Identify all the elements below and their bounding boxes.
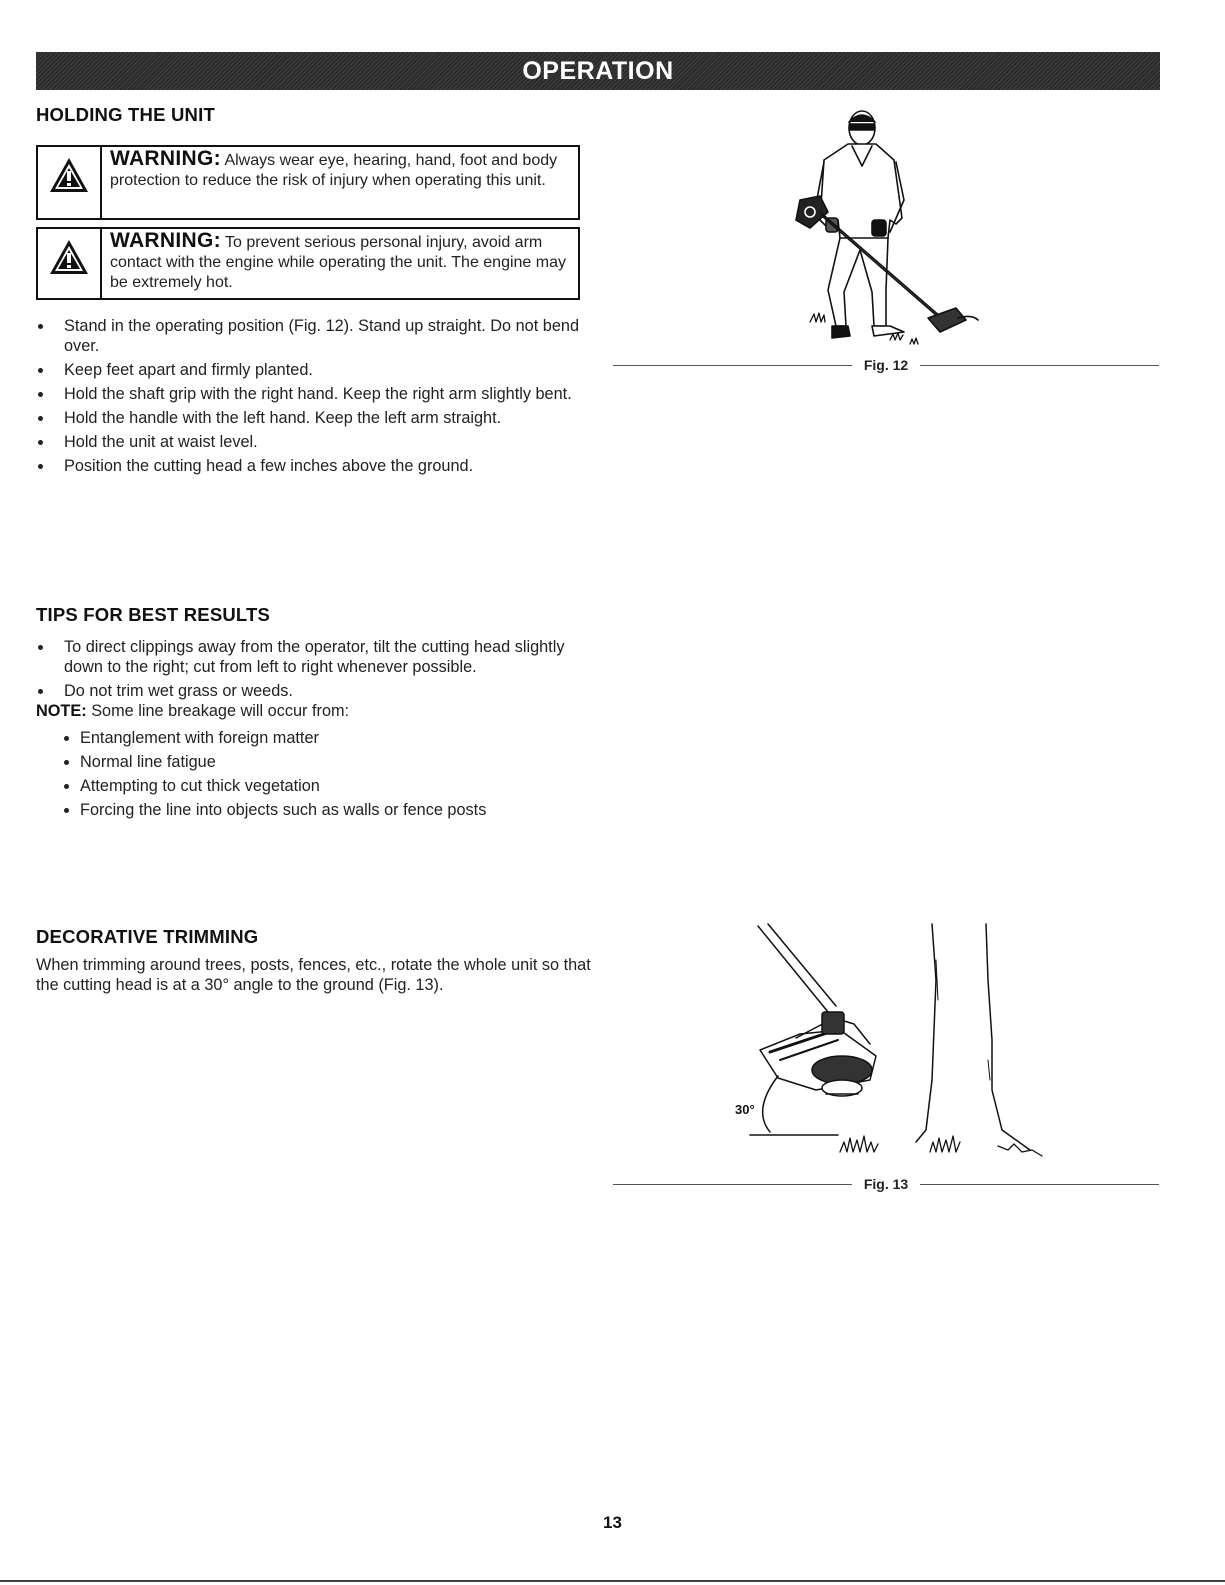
heading-decorative-trimming: DECORATIVE TRIMMING [36,926,259,947]
list-item: Entanglement with foreign matter [36,728,596,748]
note-label: NOTE: [36,702,87,720]
warning-triangle-icon [49,239,89,275]
holding-bullet-list [36,316,596,480]
list-item: Stand in the operating position (Fig. 12). Stand up straight. Do not bend over. [36,316,596,356]
list-item: Attempting to cut thick vegetation [36,776,596,796]
warning-box-engine-heat [36,227,580,300]
line-breakage-sub-list [36,728,596,824]
fig-12-label: Fig. 12 [863,357,909,373]
list-item: To direct clippings away from the operator, tilt the cutting head slightly down to the right; cut from left to right whenever possible. [36,637,596,677]
fig-12-operator-illustration [780,100,1000,355]
list-item: Forcing the line into objects such as walls or fence posts [36,800,596,820]
note-text: Some line breakage will occur from: [91,702,350,720]
heading-tips-for-best-results: TIPS FOR BEST RESULTS [36,604,271,625]
section-title: OPERATION [522,56,674,85]
note-line-breakage [36,702,349,721]
section-banner [36,52,1160,90]
warning-text: Always wear eye, hearing, hand, foot and body protection to reduce the risk of injury when operating this unit. [110,152,558,189]
warning-triangle-icon [49,157,89,193]
fig-13-angle-label: 30° [735,1102,755,1117]
list-item: Normal line fatigue [36,752,596,772]
warning-label: WARNING: [110,147,221,170]
decorative-trimming-text: When trimming around trees, posts, fences, etc., rotate the whole unit so that the cutting head is at a 30° angle to the ground (Fig. 13). [36,956,591,994]
fig-12-caption [613,355,1159,375]
page-number: 13 [603,1513,622,1532]
warning-box-protection [36,145,580,220]
fig-13-caption [613,1174,1159,1194]
list-item: Hold the shaft grip with the right hand. Keep the right arm slightly bent. [36,384,596,404]
bottom-divider [0,1580,1225,1582]
heading-holding-the-unit: HOLDING THE UNIT [36,104,215,125]
list-item: Keep feet apart and firmly planted. [36,360,596,380]
list-item: Hold the unit at waist level. [36,432,596,452]
list-item: Position the cutting head a few inches above the ground. [36,456,596,476]
list-item: Hold the handle with the left hand. Keep the left arm straight. [36,408,596,428]
fig-13-label: Fig. 13 [863,1176,909,1192]
warning-label: WARNING: [110,229,221,252]
list-item: Do not trim wet grass or weeds. [36,681,596,701]
fig-13-tree-trimming-illustration [730,920,1060,1165]
warning-text: To prevent serious personal injury, avoid arm contact with the engine while operating the unit. The engine may be extremely hot. [110,234,566,291]
tips-bullet-list [36,637,596,705]
